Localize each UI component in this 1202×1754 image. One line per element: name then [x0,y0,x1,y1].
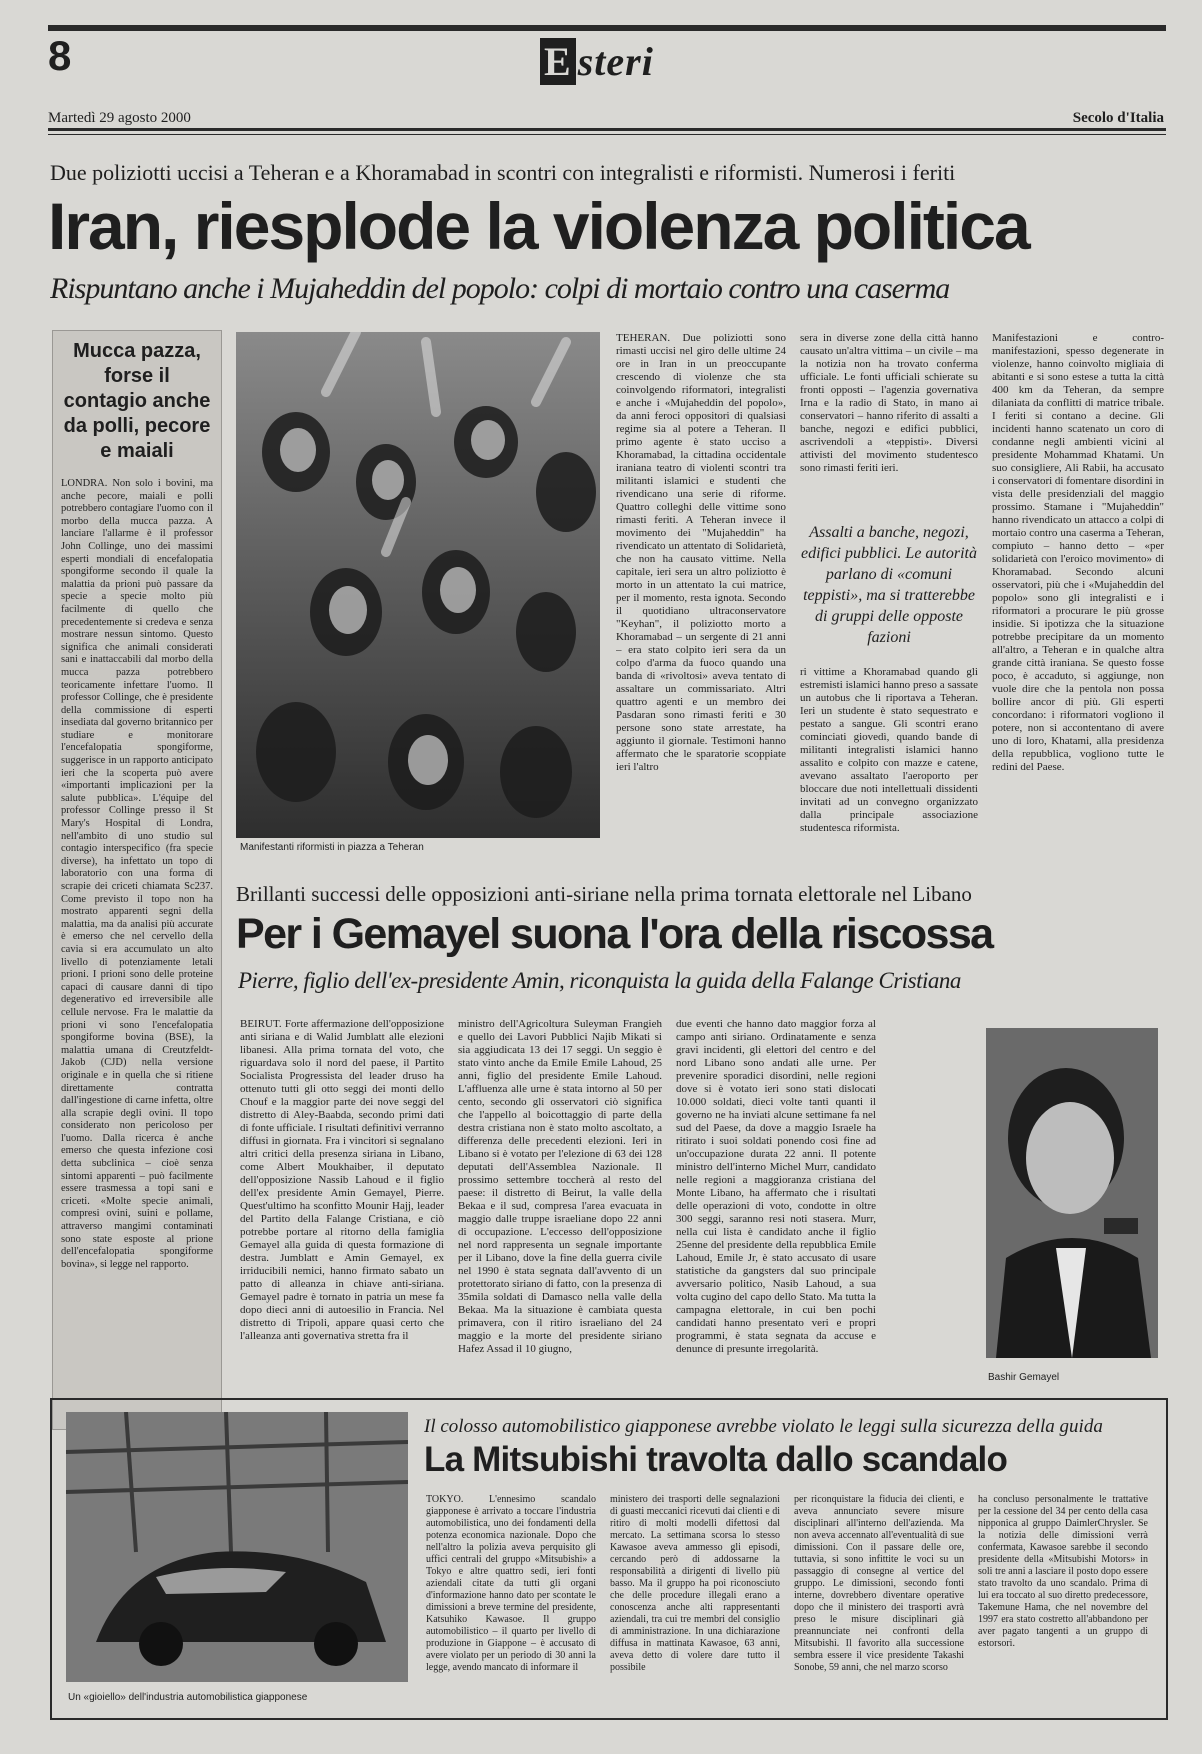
section-title-rest: steri [577,39,654,84]
mitsubishi-photo [66,1412,408,1682]
iran-column-3: Manifestazioni e contro-manifestazioni, spesso degenerate in violenze, hanno coinvolto migliaia di abitanti e si sono estese a tutta la città 400 km da Teheran, da sempre dilaniata da conflitti di matrice tribale. I feriti si contano a decine. Gli incidenti hanno scatenato un coro di condanne negli ambienti vicini al presidente Mohammad Khatami. Un suo consigliere, Ali Rabii, ha accusato i conservatori di fomentare disordini in vista delle presidenziali del maggio prossimo. Stamane i "Mujaheddin" hanno rivendicato un attacco a colpi di mortaio contro una caserma a Teheran, compiuto – hanno detto – «per solidarietà con l'eroico movimento» di Khoramabad. Secondo alcuni osservatori, più che i «Mujaheddin del popolo» sono gli integralisti e i riformatori a procurare le più grosse insidie. Si ipotizza che la situazione potrebbe precipitare da un momento all'altro, a Teheran e in qualche altra grande città iraniana. Se questo fosse poco, è accaduto, si aggiunge, non vuole dire che la pentola non possa bollire ancor di più. Gli esperti concordano: i riformatori vogliono il potere, non si accontentano di avere uno di loro, Khatami, alla presidenza della repubblica, vogliono tutte le redini del Paese. [992,332,1164,773]
newspaper-name: Secolo d'Italia [1072,110,1164,126]
gemayel-photo-caption: Bashir Gemayel [988,1372,1060,1383]
mucca-body: LONDRA. Non solo i bovini, ma anche pecore, maiali e polli potrebbero contagiare l'uomo con il morbo della mucca pazza. A lanciare l'allarme è il professor John Collinge, uno dei massimi esperti mondiali di encefalopatia spongiforme secondo il quale la malattia da prioni può passare da specie a specie molto più facilmente di quello che precedentemente si credeva e senza mostrare nessun sintomo. Questo significa che animali considerati sani e inattaccabili dal morbo della mucca pazza potrebbero teoricamente infettare l'uomo. Il professor Collinge, che è presidente della commissione di esperti insediata dal governo britannico per studiare e monitorare l'encefalopatia spongiforme, suggerisce in un rapporto anticipato ieri che la scoperta può avere «importanti implicazioni per la salute pubblica». L'équipe del professor Collinge presso il St Mary's Hospital di Londra, nell'ambito di uno studio sul contagio interspecifico (fra specie diverse), ha infettato un topo di laboratorio con una forma di scrapie dei criceti chiamata Sc237. Come previsto il topo non ha mostrato apparenti segni della malattia, ma da analisi più accurate è emerso che nel cervello della cavia si era accumulato un alto livello di potenziamente letali prioni. I prioni sono delle proteine capaci di causare danni di tipo degenerativo ed irreversibile alle cellule nervose. Fra le malattie da prioni vi sono l'encefalopatia spongiforme bovina (BSE), la malattia umana di Creutzfeldt-Jakob (CJD) nella versione originale e in quella che si ritiene direttamente contratta dall'ingestione di carne infetta, oltre alla scrapie degli ovini. Il topo considerato non pericoloso per l'uomo. Dalla ricerca è anche emerso che questa infezione così detta subclinica – cioè senza sintomi apparenti – può facilmente essere trasmessa a topi sani e criceti. «Molte specie animali, compresi ovini, suini e pollame, attraverso mangimi contaminati sono state esposte al prione dell'encefalopatia spongiforme bovina», si legge nel rapporto. [61,478,213,1270]
iran-photo [236,332,600,838]
masthead-rule [48,128,1166,131]
iran-subhead: Rispuntano anche i Mujaheddin del popolo: colpi di mortaio contro una caserma [50,272,950,305]
mucca-title: Mucca pazza, forse il contagio anche da polli, pecore e maiali [63,340,211,462]
gemayel-column-3: due eventi che hanno dato maggior forza al campo anti siriano. Ordinatamente e senza gravi incidenti, gli elettori del centro e del nord Libano sono andati alle urne. Per prevenire sporadici disordini, nelle regioni dove si è votato ieri sono stati dislocati 10.000 soldati, dieci volte tanti quanti il governo ne ha inviati alcune settimane fa nel sud del Paese, da dove a maggio Israele ha ritirato i suoi soldati ponendo così fine ad un'occupazione durata 22 anni. Il potente ministro dell'interno Michel Murr, candidato nelle regioni a maggioranza cristiana del Monte Libano, ha affermato che i risultati delle operazioni di voto, condotte in oltre 300 seggi, saranno resi noti stasera. Murr, nella cui lista è candidato anche il figlio 25enne del presidente della repubblica Emile Lahoud, Emile Jr, è stato accusato di usare statistiche da gangsters dal suo principale avversario politico, Nasib Lahoud, a sua volta cugino del capo dello Stato. Ma tutta la campagna elettorale, in cui ben pochi candidati hanno presentato veri e propri programmi, è stata segnata da accuse e denunce di presunte irregolarità. [676,1018,876,1355]
gemayel-photo [986,1028,1158,1358]
iran-column-1: TEHERAN. Due poliziotti sono rimasti uccisi nel giro delle ultime 24 ore in Iran in un preoccupante crescendo di violenze che sta coinvolgendo riformatori, integralisti e anche i «Mujaheddin del popolo», da anni feroci oppositori di qualsiasi regime sia al potere a Teheran. Il primo agente è stato ucciso a Khoramabad, la cittadina occidentale iraniana teatro di violenti scontri tra militanti islamici e studenti che rivendicano una serie di riforme. Quattro colleghi delle vittime sono rimasti feriti. A Teheran invece il movimento dei "Mujaheddin" ha rivendicato un attentato di Solidarietà, che non ha causato vittime. Nella capitale, ieri sera un altro poliziotto è morto in un attentato la cui matrice, per il momento, resta ignota. Secondo il quotidiano ultraconservatore "Keyhan", il poliziotto morto a Khoramabad – un sergente di 21 anni – era stato colpito ieri sera da un colpo d'arma da fuoco quando una banda di «rivoltosi» aveva tentato di assaltare un commissariato. Altri quattro agenti e un membro dei Pasdaran sono rimasti feriti e 30 persone sono state arrestate, ha aggiunto il giornale. Testimoni hanno affermato che le sparatorie scoppiate ieri l'altro [616,332,786,773]
mitsubishi-photo-caption: Un «gioiello» dell'industria automobilistica giapponese [68,1692,308,1703]
gemayel-column-2: ministro dell'Agricoltura Suleyman Frangieh e quello dei Lavori Pubblici Najib Mikati si sia aggiudicata 13 dei 17 seggi. Un seggio è stato vinto anche da Emile Emile Lahoud, 25 anni, figlio del presidente Emile Lahoud. L'affluenza alle urne è stata intorno al 50 per cento, secondo gli osservatori ciò significa che l'appello al boicottaggio di parte della destra cristiana non è stato molto ascoltato, a differenza delle precedenti elezioni. Ieri in Libano si è votato per l'elezione di 63 dei 128 deputati dell'Assemblea Nazionale. Il prossimo settembre toccherà al resto del paese: il distretto di Beirut, la valle della Bekaa e il sud, compresa l'area evacuata in maggio dalle truppe israeliane dopo 22 anni di occupazione. L'eccesso dell'opposizione nel nord rappresenta un segnale importante per il Libano, dove la fine della guerra civile nel 1990 è stata segnata dall'avvento di un protettorato siriano di fatto, con la presenza di 35mila soldati di Damasco nella valle della Bekaa. Ma la situazione è cambiata questa primavera, con il ritiro israeliano del 24 maggio e la morte del presidente siriano Hafez Assad il 10 giugno, [458,1018,662,1355]
iran-column-2: sera in diverse zone della città hanno causato un'altra vittima – un civile – ma la notizia non ha trovato conferma ufficiale. Le fonti ufficiali schierate su fronti opposti – l'agenzia governativa Irna e la radio di Stato, in mano ai conservatori – hanno riferito di assalti a banche, negozi e edifici pubblici, ascrivendoli a «teppisti». Diversi attivisti del movimento studentesco sono rimasti feriti ieri. [800,332,978,474]
mitsubishi-column-2: ministero dei trasporti delle segnalazioni di guasti meccanici ricevuti dai clienti e di ritiro di molti modelli difettosi dal mercato. La settimana scorsa lo stesso Kawasoe aveva ammesso gli episodi, cercando però di addossarne la responsabilità a dirigenti di livello più basso. Ma il gruppo ha poi riconosciuto che delle procedure illegali erano a conoscenza anche alti rappresentanti aziendali, tra cui tre membri del consiglio di amministrazione. In una dichiarazione diffusa in mattinata Kawasoe, 63 anni, aveva detto di volere dare tutto il possibile [610,1494,780,1673]
mucca-sidebar [52,330,222,1430]
iran-kicker: Due poliziotti uccisi a Teheran e a Khoramabad in scontri con integralisti e riformisti. Numerosi i feriti [50,160,956,185]
iran-pullquote: Assalti a banche, negozi, edifici pubblici. Le autorità parlano di «comuni teppisti», ma si tratterebbe di gruppi delle opposte fazioni [801,524,977,646]
protest-crowd-image [236,332,600,838]
mitsubishi-column-1: TOKYO. L'ennesimo scandalo giapponese è arrivato a toccare l'industria automobilistica, uno dei fondamenti della potenza economica nazionale. Dopo che nell'altro la polizia aveva perquisito gli uffici centrali del gruppo «Mitsubishi» a Tokyo e altre quattro sedi, ieri fonti aziendali citate da tutti gli organi d'informazione hanno dato per scontate le dimissioni a breve termine del presidente, Katsuhiko Kawasoe. Il gruppo automobilistico – il quarto per livello di produzione in Giappone – è accusato di avere violato per un periodo di 30 anni la legge, avendo mancato di informare il [426,1494,596,1673]
gemayel-subhead: Pierre, figlio dell'ex-presidente Amin, riconquista la guida della Falange Cristiana [238,968,961,993]
mitsubishi-headline: La Mitsubishi travolta dallo scandalo [424,1440,1008,1479]
masthead-rule-thin [48,134,1166,135]
iran-photo-caption: Manifestanti riformisti in piazza a Teheran [240,842,424,853]
section-title-initial: E [540,38,576,85]
portrait-image [986,1028,1158,1358]
iran-headline: Iran, riesplode la violenza politica [48,189,1029,263]
car-factory-image [66,1412,408,1682]
page-number: 8 [48,32,72,79]
section-title [540,38,654,85]
gemayel-column-1: BEIRUT. Forte affermazione dell'opposizione anti siriana e di Walid Jumblatt alle elezioni libanesi. Alla prima tornata del voto, che riguardava solo il nord del paese, il Partito Socialista Progressista del leader druso ha ottenuto tutti gli otto seggi dei monti dello Chouf e la maggior parte dei nove seggi del distretto di Aley-Baabda, secondo primi dati di fonte ufficiale. I risultati definitivi verranno diffusi in giornata. Fra i vincitori si segnalano altri critici della presenza siriana in Libano, come Albert Moukhaiber, il deputato dell'opposizione Nassib Lahoud e il figlio dell'ex presidente Amin Gemayel, Pierre. Quest'ultimo ha sconfitto Mounir Hajj, leader del Partito della Falange Cristiana, e ciò potrebbe portare al ritorno della famiglia Gemayel alla guida di questa formazione di destra. Jumblatt e Amin Gemayel, ex irriducibili nemici, hanno firmato sabato un patto di alleanza in chiave anti-siriana. Gemayel padre è tornato in patria un mese fa dopo dieci anni di autoesilio in Francia. Nel distretto di Tripoli, appare quasi certo che l'alleanza anti governativa stretta fra il [240,1018,444,1342]
gemayel-headline: Per i Gemayel suona l'ora della riscossa [236,910,993,958]
top-rule [48,25,1166,31]
iran-column-2-continued: ri vittime a Khoramabad quando gli estremisti islamici hanno preso a sassate un autobus che li riportava a Teheran. Ieri un studente è stato sequestrato e pestato a sangue. Gli scontri erano cominciati giovedì, quando bande di militanti integralisti islamici hanno assalito e colpito con mazze e catene, avevano assaltato l'aeroporto per bloccare due noti intellettuali dissidenti invitati ad un convegno organizzato dalla principale associazione studentesca riformista. [800,666,978,834]
mitsubishi-column-4: ha concluso personalmente le trattative per la cessione del 34 per cento della casa nipponica al gruppo DaimlerChrysler. Se la notizia delle dimissioni verrà confermata, Kawasoe sarebbe il secondo presidente della «Mitsubishi Motors» in soli tre anni a lasciare il posto dopo essere stato travolto da uno scandalo. Prima di lui era toccato al suo diretto predecessore, Takemune Hama, che nel novembre del 1997 era stato costretto all'abbandono per aver pagato tangenti a un gruppo di estorsori. [978,1494,1148,1649]
mitsubishi-kicker: Il colosso automobilistico giapponese avrebbe violato le leggi sulla sicurezza della guida [424,1416,1103,1437]
issue-date: Martedì 29 agosto 2000 [48,110,191,126]
gemayel-kicker: Brillanti successi delle opposizioni anti-siriane nella prima tornata elettorale nel Libano [236,882,972,906]
mitsubishi-column-3: per riconquistare la fiducia dei clienti, e aveva annunciato severe misure disciplinari all'interno dell'azienda. Ma non aveva accennato all'eventualità di sue dimissioni. Con il passare delle ore, tuttavia, si sono infittite le voci su un passaggio di consegne al vertice del gruppo. Le dimissioni, secondo fonti interne, dovrebbero diventare operative dopo che il ministero dei trasporti avrà preso le misure disciplinari già preannunciate nei confronti della Mitsubishi. Il favorito alla successione sembra essere il vice presidente Takashi Sonobe, 59 anni, che nel marzo scorso [794,1494,964,1673]
